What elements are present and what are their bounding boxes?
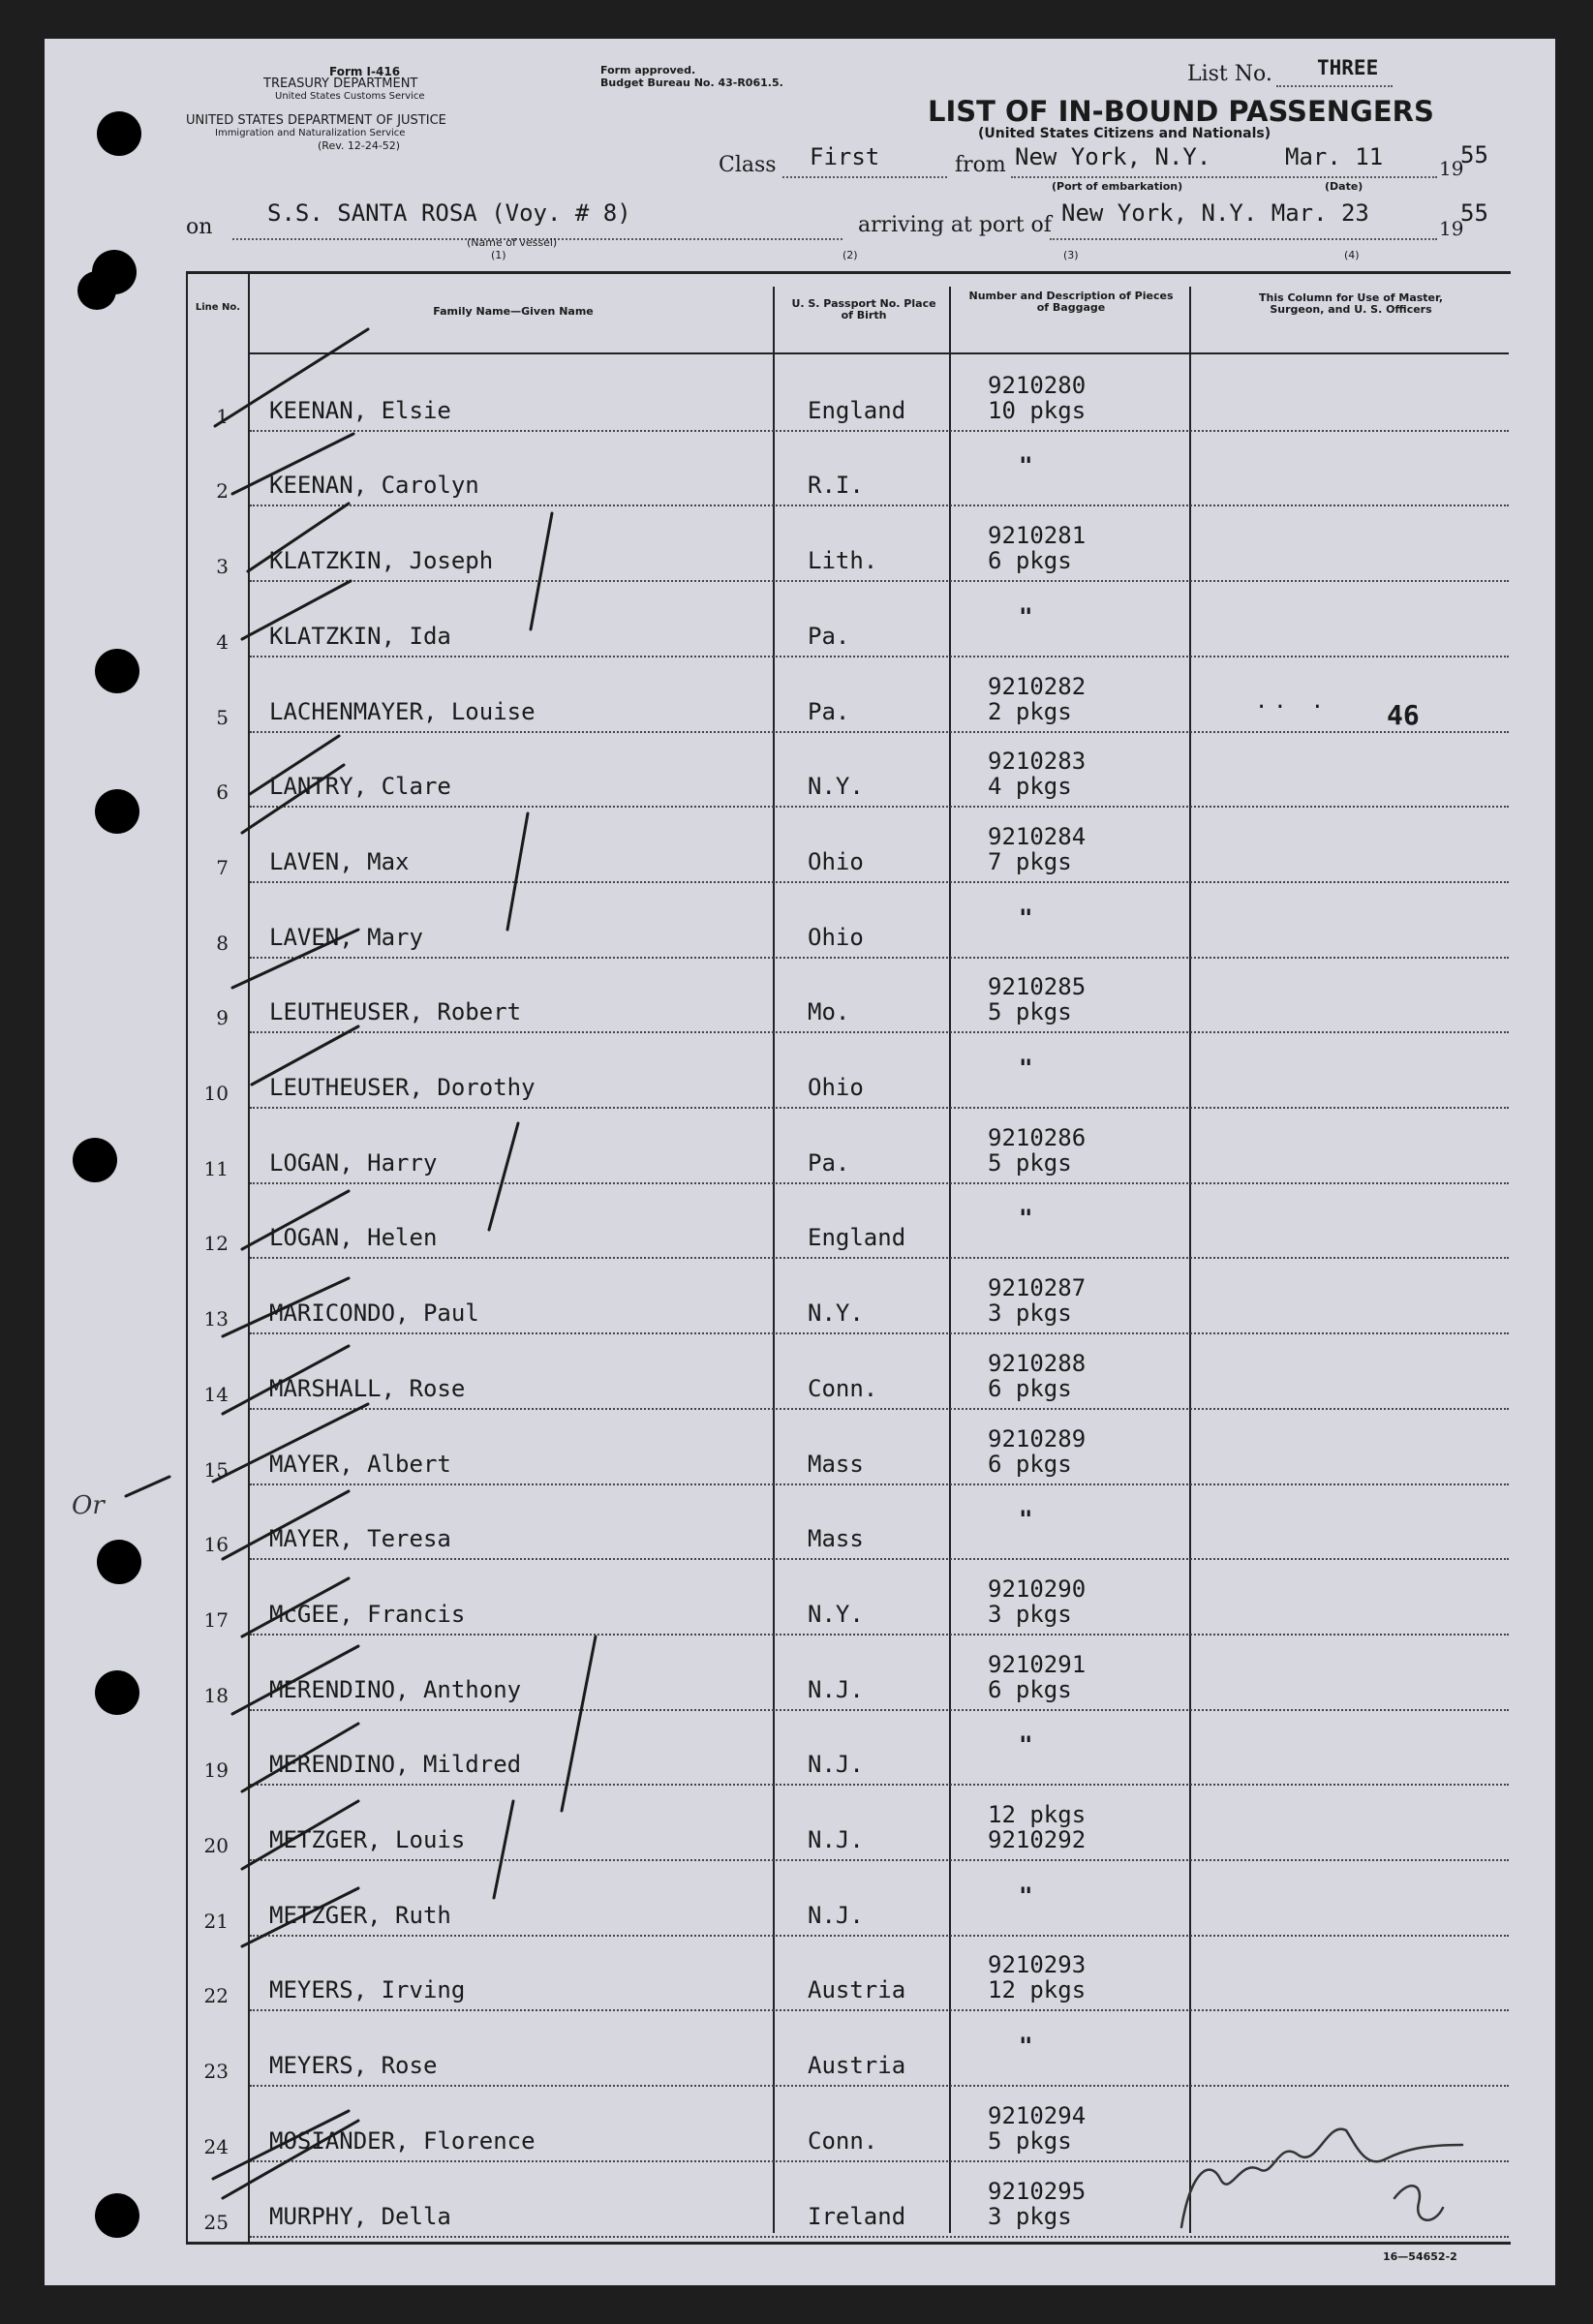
customs-service: United States Customs Service: [275, 91, 425, 102]
baggage-number: 9210280: [988, 371, 1087, 399]
treasury-department: TREASURY DEPARTMENT: [263, 76, 418, 91]
col-officers: This Column for Use of Master, Surgeon, and U. S. Officers: [1259, 291, 1443, 316]
baggage-number: 9210294: [988, 2101, 1087, 2129]
passenger-name: LAVEN, Mary: [269, 923, 423, 951]
row-divider: [250, 1558, 1509, 1560]
line-number: 20: [203, 1834, 229, 1857]
line-number: 9: [216, 1006, 229, 1030]
vessel-caption: (Name of vessel): [467, 236, 558, 249]
baggage-pieces: 3 pkgs: [988, 1300, 1072, 1328]
class-value: First: [810, 143, 880, 170]
passenger-name: KEENAN, Elsie: [269, 396, 451, 424]
baggage-number: ": [1019, 1055, 1033, 1082]
row-divider: [250, 1332, 1509, 1334]
passenger-name: MEYERS, Rose: [269, 2052, 438, 2080]
form-revision: (Rev. 12-24-52): [318, 139, 401, 152]
row-divider: [250, 881, 1509, 883]
row-divider: [250, 1031, 1509, 1033]
baggage-pieces: 5 pkgs: [988, 1148, 1072, 1177]
line-number: 16: [203, 1533, 229, 1557]
line-number: 18: [203, 1683, 229, 1707]
row-divider: [250, 1709, 1509, 1711]
row-divider: [250, 1634, 1509, 1636]
baggage-number: 9210286: [988, 1123, 1087, 1151]
officer-note-dots: ·· ·: [1255, 695, 1330, 719]
row-divider: [250, 656, 1509, 657]
line-number: 19: [203, 1758, 229, 1783]
line-number: 10: [203, 1082, 229, 1105]
col-baggage: Number and Description of Pieces of Baggage: [968, 290, 1174, 314]
line-number: 23: [203, 2060, 229, 2084]
baggage-number: 9210290: [988, 1575, 1087, 1603]
arrival-year: 55: [1460, 199, 1488, 227]
row-divider: [250, 1107, 1509, 1109]
baggage-pieces: 12 pkgs: [988, 1976, 1087, 2004]
passenger-name: MOSIANDER, Florence: [269, 2126, 536, 2155]
line-number: 14: [203, 1382, 229, 1406]
place-of-birth: N.J.: [808, 1751, 864, 1779]
line-number: 4: [216, 629, 229, 654]
line-number: 13: [203, 1307, 229, 1331]
row-divider: [250, 2009, 1509, 2011]
line-number: 22: [203, 1984, 229, 2008]
embark-year: 55: [1460, 141, 1488, 168]
baggage-pieces: 3 pkgs: [988, 2202, 1072, 2230]
on-label: on: [186, 215, 213, 239]
place-of-birth: Conn.: [808, 2126, 878, 2155]
passenger-name: LACHENMAYER, Louise: [269, 697, 536, 725]
page-title: LIST OF IN-BOUND PASSENGERS: [928, 95, 1434, 128]
baggage-pieces: 5 pkgs: [988, 2126, 1072, 2155]
punch-hole: [73, 1138, 117, 1182]
place-of-birth: Austria: [808, 1976, 906, 2004]
punch-hole: [95, 2193, 139, 2238]
baggage-number: 9210289: [988, 1424, 1087, 1452]
passenger-name: LEUTHEUSER, Dorothy: [269, 1074, 536, 1101]
baggage-pieces: 4 pkgs: [988, 773, 1072, 801]
passenger-name: METZGER, Louis: [269, 1826, 466, 1853]
row-divider: [250, 2085, 1509, 2087]
place-of-birth: England: [808, 396, 906, 424]
place-of-birth: Mass: [808, 1450, 864, 1478]
place-of-birth: Mo.: [808, 998, 850, 1026]
place-of-birth: Conn.: [808, 1374, 878, 1402]
embark-year-prefix: 19: [1439, 157, 1464, 180]
passenger-name: MERENDINO, Mildred: [269, 1751, 522, 1779]
row-divider: [250, 1182, 1509, 1184]
passenger-name: LOGAN, Helen: [269, 1224, 438, 1252]
punch-hole: [95, 1670, 139, 1715]
line-number: 21: [203, 1909, 229, 1933]
baggage-pieces: 5 pkgs: [988, 998, 1072, 1026]
baggage-number: 9210283: [988, 748, 1087, 776]
baggage-number: ": [1019, 452, 1033, 480]
dept-of-justice: UNITED STATES DEPARTMENT OF JUSTICE: [186, 113, 446, 128]
place-of-birth: N.Y.: [808, 1600, 864, 1628]
line-number: 8: [216, 931, 229, 955]
page-subtitle: (United States Citizens and Nationals): [978, 126, 1271, 141]
line-number: 5: [216, 705, 229, 729]
place-of-birth: Pa.: [808, 622, 850, 650]
line-number: 6: [216, 780, 229, 805]
line-number: 3: [216, 555, 229, 579]
baggage-pieces: 6 pkgs: [988, 547, 1072, 575]
baggage-number: ": [1019, 1205, 1033, 1233]
list-number: THREE: [1317, 56, 1379, 79]
officer-note: 46: [1387, 699, 1420, 731]
baggage-number: 9210293: [988, 1951, 1087, 1979]
line-number: 15: [203, 1457, 229, 1482]
row-divider: [250, 1935, 1509, 1937]
baggage-number: 9210282: [988, 672, 1087, 700]
row-divider: [250, 580, 1509, 582]
baggage-pieces: 9210292: [988, 1826, 1087, 1853]
immigration-service: Immigration and Naturalization Service: [215, 128, 406, 138]
baggage-number: 9210295: [988, 2177, 1087, 2205]
col-passport: U. S. Passport No. Place of Birth: [791, 297, 936, 321]
line-number: 25: [203, 2210, 229, 2234]
passenger-name: MAYER, Teresa: [269, 1525, 451, 1553]
caption-3: (3): [1063, 249, 1079, 261]
baggage-number: ": [1019, 2033, 1033, 2061]
baggage-pieces: 6 pkgs: [988, 1450, 1072, 1478]
caption-1: (1): [491, 249, 506, 261]
arrival-year-prefix: 19: [1439, 217, 1464, 240]
footer-code: 16—54652-2: [1383, 2250, 1457, 2263]
punch-hole: [97, 111, 141, 156]
punch-hole: [95, 789, 139, 834]
baggage-pieces: 10 pkgs: [988, 396, 1087, 424]
line-number: 11: [203, 1156, 229, 1180]
line-number: 2: [216, 479, 229, 504]
place-of-birth: Ohio: [808, 847, 864, 875]
passenger-name: McGEE, Francis: [269, 1600, 466, 1628]
form-approved: Form approved.: [600, 64, 696, 76]
margin-note: Or: [72, 1491, 105, 1520]
punch-hole: [95, 649, 139, 693]
baggage-number: 9210281: [988, 522, 1087, 550]
place-of-birth: Austria: [808, 2052, 906, 2080]
caption-2: (2): [842, 249, 858, 261]
place-of-birth: Pa.: [808, 1148, 850, 1177]
row-divider: [250, 2160, 1509, 2162]
passenger-name: LAVEN, Max: [269, 847, 410, 875]
punch-hole: [77, 271, 116, 310]
place-of-birth: R.I.: [808, 472, 864, 500]
row-divider: [250, 806, 1509, 808]
embarkation-date: Mar. 11: [1285, 143, 1384, 170]
date-caption: (Date): [1325, 180, 1363, 193]
place-of-birth: Pa.: [808, 697, 850, 725]
passenger-name: MARSHALL, Rose: [269, 1374, 466, 1402]
caption-4: (4): [1344, 249, 1360, 261]
passenger-name: KEENAN, Carolyn: [269, 472, 479, 500]
from-label: from: [955, 153, 1006, 177]
vessel-name: S.S. SANTA ROSA (Voy. # 8): [267, 199, 631, 227]
passenger-name: MAYER, Albert: [269, 1450, 451, 1478]
baggage-number: ": [1019, 903, 1033, 932]
baggage-number: ": [1019, 1881, 1033, 1910]
passenger-name: LEUTHEUSER, Robert: [269, 998, 522, 1026]
passenger-name: MARICONDO, Paul: [269, 1300, 479, 1328]
place-of-birth: Ohio: [808, 1074, 864, 1101]
row-divider: [250, 1483, 1509, 1485]
arriving-label: arriving at port of: [858, 213, 1052, 237]
col-name: Family Name—Given Name: [433, 305, 594, 318]
baggage-pieces: 3 pkgs: [988, 1600, 1072, 1628]
row-divider: [250, 505, 1509, 506]
place-of-birth: N.J.: [808, 1675, 864, 1703]
baggage-number: ": [1019, 602, 1033, 630]
baggage-pieces: 6 pkgs: [988, 1374, 1072, 1402]
baggage-pieces: 6 pkgs: [988, 1675, 1072, 1703]
baggage-number: 9210288: [988, 1349, 1087, 1377]
baggage-number: ": [1019, 1731, 1033, 1759]
passenger-name: MURPHY, Della: [269, 2202, 451, 2230]
row-divider: [250, 1408, 1509, 1410]
baggage-number: 12 pkgs: [988, 1801, 1087, 1828]
line-number: 17: [203, 1607, 229, 1632]
row-divider: [250, 1784, 1509, 1786]
line-number: 12: [203, 1232, 229, 1256]
line-number: 24: [203, 2134, 229, 2158]
class-label: Class: [719, 153, 777, 177]
passenger-name: MERENDINO, Anthony: [269, 1675, 522, 1703]
passenger-name: LANTRY, Clare: [269, 773, 451, 801]
line-number: 7: [216, 855, 229, 879]
passenger-name: KLATZKIN, Joseph: [269, 547, 494, 575]
port-of-embarkation: New York, N.Y.: [1015, 143, 1211, 170]
baggage-number: 9210284: [988, 822, 1087, 850]
place-of-birth: Mass: [808, 1525, 864, 1553]
baggage-number: ": [1019, 1506, 1033, 1534]
row-divider: [250, 1257, 1509, 1259]
place-of-birth: Ohio: [808, 923, 864, 951]
baggage-number: 9210285: [988, 973, 1087, 1001]
form-number: Form I-416: [329, 65, 401, 78]
baggage-pieces: 2 pkgs: [988, 697, 1072, 725]
list-no-label: List No.: [1187, 62, 1272, 86]
baggage-number: 9210291: [988, 1650, 1087, 1678]
place-of-birth: Ireland: [808, 2202, 906, 2230]
row-divider: [250, 1859, 1509, 1861]
row-divider: [250, 2236, 1509, 2238]
baggage-pieces: 7 pkgs: [988, 847, 1072, 875]
budget-bureau: Budget Bureau No. 43-R061.5.: [600, 76, 783, 89]
passenger-name: LOGAN, Harry: [269, 1148, 438, 1177]
port-of-arrival: New York, N.Y. Mar. 23: [1061, 199, 1369, 227]
row-divider: [250, 430, 1509, 432]
punch-hole: [97, 1540, 141, 1584]
place-of-birth: N.J.: [808, 1826, 864, 1853]
passenger-name: KLATZKIN, Ida: [269, 622, 451, 650]
port-embark-caption: (Port of embarkation): [1052, 180, 1183, 193]
passenger-name: METZGER, Ruth: [269, 1901, 451, 1929]
line-number: 1: [216, 404, 229, 428]
col-line-no: Line No.: [195, 302, 241, 313]
place-of-birth: N.Y.: [808, 773, 864, 801]
row-divider: [250, 957, 1509, 959]
place-of-birth: England: [808, 1224, 906, 1252]
passenger-name: MEYERS, Irving: [269, 1976, 466, 2004]
row-divider: [250, 731, 1509, 733]
place-of-birth: N.Y.: [808, 1300, 864, 1328]
place-of-birth: Lith.: [808, 547, 878, 575]
baggage-number: 9210287: [988, 1274, 1087, 1302]
place-of-birth: N.J.: [808, 1901, 864, 1929]
